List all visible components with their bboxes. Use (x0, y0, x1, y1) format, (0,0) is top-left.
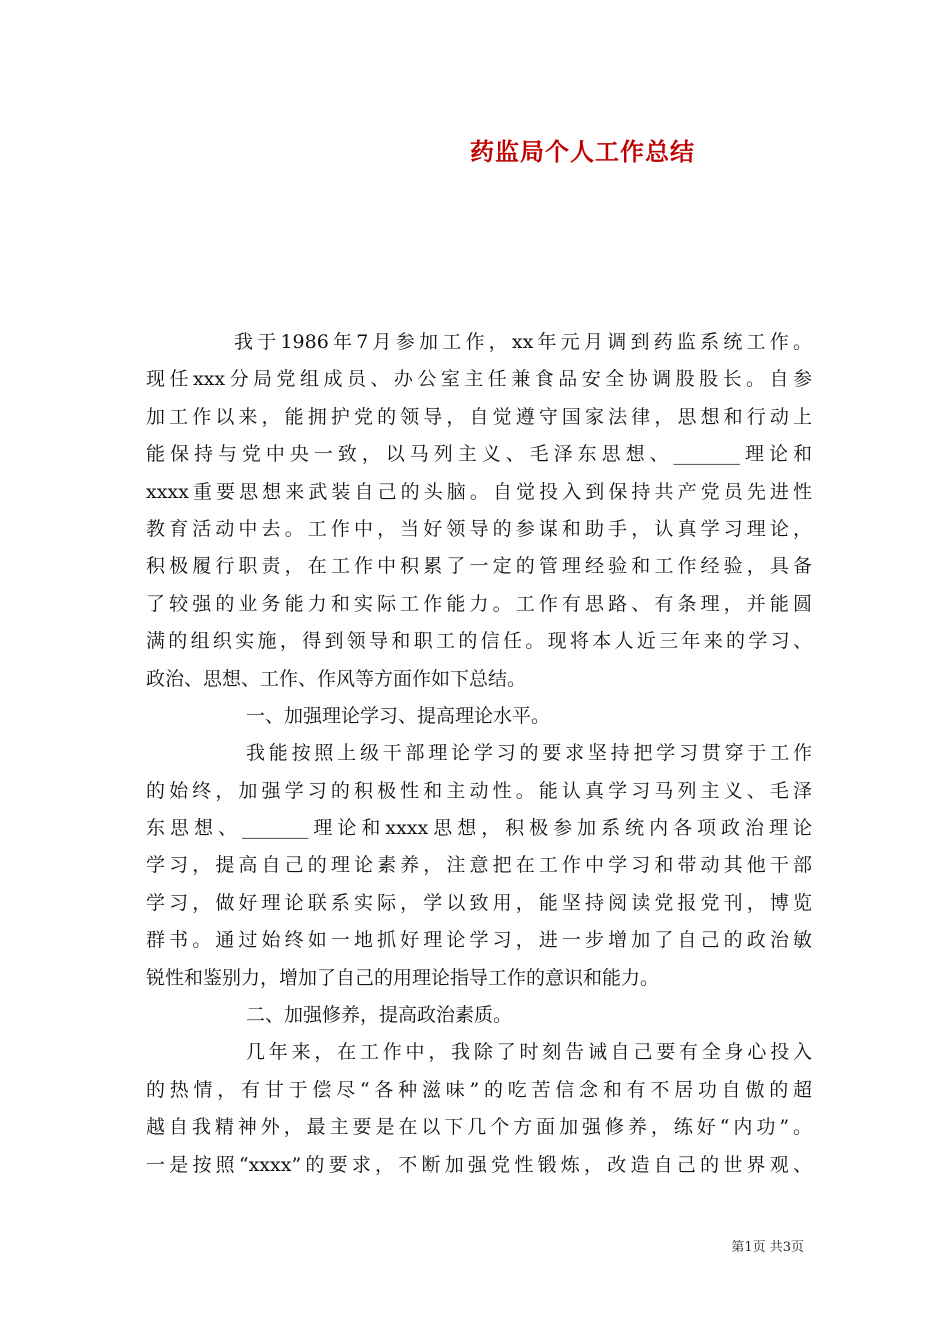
text-line: 政治、思想、工作、作风等方面作如下总结。 (146, 667, 527, 690)
page-number: 第1页 共3页 (731, 1240, 804, 1255)
text-line: 一是按照“xxxx”的要求，不断加强党性锻炼，改造自己的世界观、 (146, 1153, 812, 1176)
text-line: 锐性和鉴别力，增加了自己的用理论指导工作的意识和能力。 (146, 966, 660, 989)
text-line: 群书。通过始终如一地抓好理论学习，进一步增加了自己的政治敏 (146, 929, 812, 952)
text-line: 教育活动中去。工作中，当好领导的参谋和助手，认真学习理论， (146, 517, 812, 540)
text-line: xxxx重要思想来武装自己的头脑。自觉投入到保持共产党员先进性 (146, 480, 812, 503)
text-line: 积极履行职责，在工作中积累了一定的管理经验和工作经验，具备 (146, 555, 812, 578)
section-heading: 一、加强理论学习、提高理论水平。 (246, 704, 551, 727)
text-line: 加工作以来，能拥护党的领导，自觉遵守国家法律，思想和行动上 (146, 405, 812, 428)
section-heading: 二、加强修养，提高政治素质。 (246, 1004, 513, 1027)
text-line: 满的组织实施，得到领导和职工的信任。现将本人近三年来的学习、 (146, 630, 812, 653)
text-line: 学习，提高自己的理论素养，注意把在工作中学习和带动其他干部 (146, 854, 812, 877)
text-line: 越自我精神外，最主要是在以下几个方面加强修养，练好“内功”。 (146, 1116, 812, 1139)
text-line: 学习，做好理论联系实际，学以致用，能坚持阅读党报党刊，博览 (146, 891, 812, 914)
text-line: 能保持与党中央一致，以马列主义、毛泽东思想、_______理论和 (146, 443, 812, 466)
text-line: 东思想、_______理论和xxxx思想，积极参加系统内各项政治理论 (146, 817, 812, 840)
text-line: 的热情，有甘于偿尽“各种滋味”的吃苦信念和有不居功自傲的超 (146, 1078, 812, 1101)
text-line: 了较强的业务能力和实际工作能力。工作有思路、有条理，并能圆 (146, 592, 812, 615)
text-line: 我能按照上级干部理论学习的要求坚持把学习贯穿于工作 (246, 742, 812, 765)
text-line: 现任xxx分局党组成员、办公室主任兼食品安全协调股股长。自参 (146, 368, 812, 391)
document-title: 药监局个人工作总结 (470, 137, 695, 166)
document-body (146, 324, 812, 1184)
text-line: 几年来，在工作中，我除了时刻告诫自己要有全身心投入 (246, 1041, 812, 1064)
text-line: 我于1986年7月参加工作，xx年元月调到药监系统工作。 (234, 331, 812, 353)
text-line: 的始终，加强学习的积极性和主动性。能认真学习马列主义、毛泽 (146, 779, 812, 802)
